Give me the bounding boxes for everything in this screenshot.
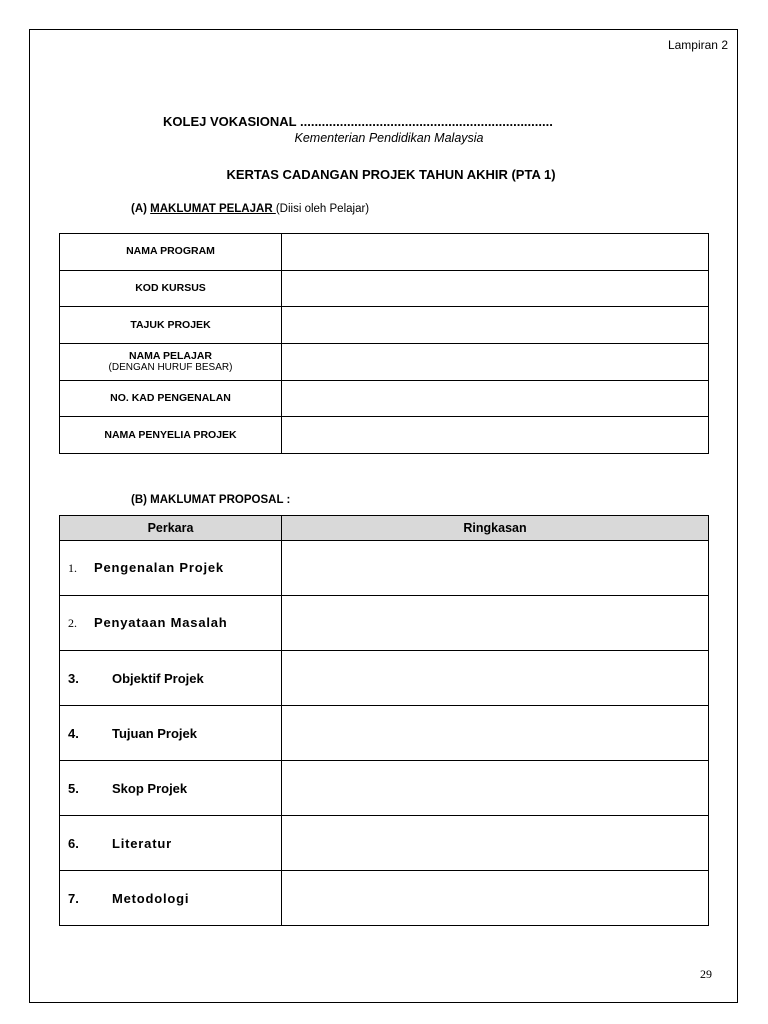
summary-field[interactable] bbox=[282, 761, 709, 816]
table-row bbox=[60, 541, 709, 596]
item-label: 6. Literatur bbox=[60, 816, 282, 871]
proposal-table bbox=[59, 515, 709, 926]
student-info-table bbox=[59, 233, 709, 454]
section-b-heading: (B) MAKLUMAT PROPOSAL : bbox=[131, 494, 291, 506]
college-name-line: KOLEJ VOKASIONAL ...................................................................... bbox=[163, 114, 553, 129]
page-number: 29 bbox=[700, 967, 712, 981]
section-a-title: MAKLUMAT PELAJAR bbox=[150, 203, 276, 215]
table-row bbox=[60, 417, 709, 454]
table-row bbox=[60, 761, 709, 816]
section-a-heading bbox=[131, 203, 369, 215]
summary-field[interactable] bbox=[282, 816, 709, 871]
table-row bbox=[60, 344, 709, 381]
ic-number-field[interactable] bbox=[282, 380, 709, 417]
table-row bbox=[60, 270, 709, 307]
section-a-prefix: (A) bbox=[131, 203, 151, 215]
supervisor-name-field[interactable] bbox=[282, 417, 709, 454]
table-row bbox=[60, 651, 709, 706]
row-sublabel: (DENGAN HURUF BESAR) bbox=[108, 361, 233, 373]
row-label: KOD KURSUS bbox=[60, 270, 282, 307]
table-row bbox=[60, 596, 709, 651]
row-label: NAMA PROGRAM bbox=[60, 234, 282, 271]
column-header-perkara: Perkara bbox=[60, 516, 282, 541]
ministry-name: Kementerian Pendidikan Malaysia bbox=[294, 131, 484, 145]
summary-field[interactable] bbox=[282, 706, 709, 761]
summary-field[interactable] bbox=[282, 596, 709, 651]
table-row bbox=[60, 307, 709, 344]
student-program-field[interactable] bbox=[282, 234, 709, 271]
table-row bbox=[60, 380, 709, 417]
item-label: 5. Skop Projek bbox=[60, 761, 282, 816]
item-label: 3. Objektif Projek bbox=[60, 651, 282, 706]
table-row bbox=[60, 706, 709, 761]
row-label: NAMA PELAJAR (DENGAN HURUF BESAR) bbox=[60, 344, 282, 381]
project-title-field[interactable] bbox=[282, 307, 709, 344]
section-a-note: (Diisi oleh Pelajar) bbox=[275, 203, 370, 215]
student-name-field[interactable] bbox=[282, 344, 709, 381]
summary-field[interactable] bbox=[282, 541, 709, 596]
table-row bbox=[60, 871, 709, 926]
row-label: NO. KAD PENGENALAN bbox=[60, 380, 282, 417]
item-label: 4. Tujuan Projek bbox=[60, 706, 282, 761]
item-label: 1. Pengenalan Projek bbox=[60, 541, 282, 596]
row-label: TAJUK PROJEK bbox=[60, 307, 282, 344]
table-row bbox=[60, 234, 709, 271]
item-label: 2. Penyataan Masalah bbox=[60, 596, 282, 651]
summary-field[interactable] bbox=[282, 651, 709, 706]
column-header-ringkasan: Ringkasan bbox=[282, 516, 709, 541]
summary-field[interactable] bbox=[282, 871, 709, 926]
item-label: 7. Metodologi bbox=[60, 871, 282, 926]
course-code-field[interactable] bbox=[282, 270, 709, 307]
table-header-row bbox=[60, 516, 709, 541]
table-row bbox=[60, 816, 709, 871]
document-title: KERTAS CADANGAN PROJEK TAHUN AKHIR (PTA 1) bbox=[226, 167, 556, 182]
appendix-label: Lampiran 2 bbox=[667, 38, 728, 52]
row-label: NAMA PENYELIA PROJEK bbox=[60, 417, 282, 454]
